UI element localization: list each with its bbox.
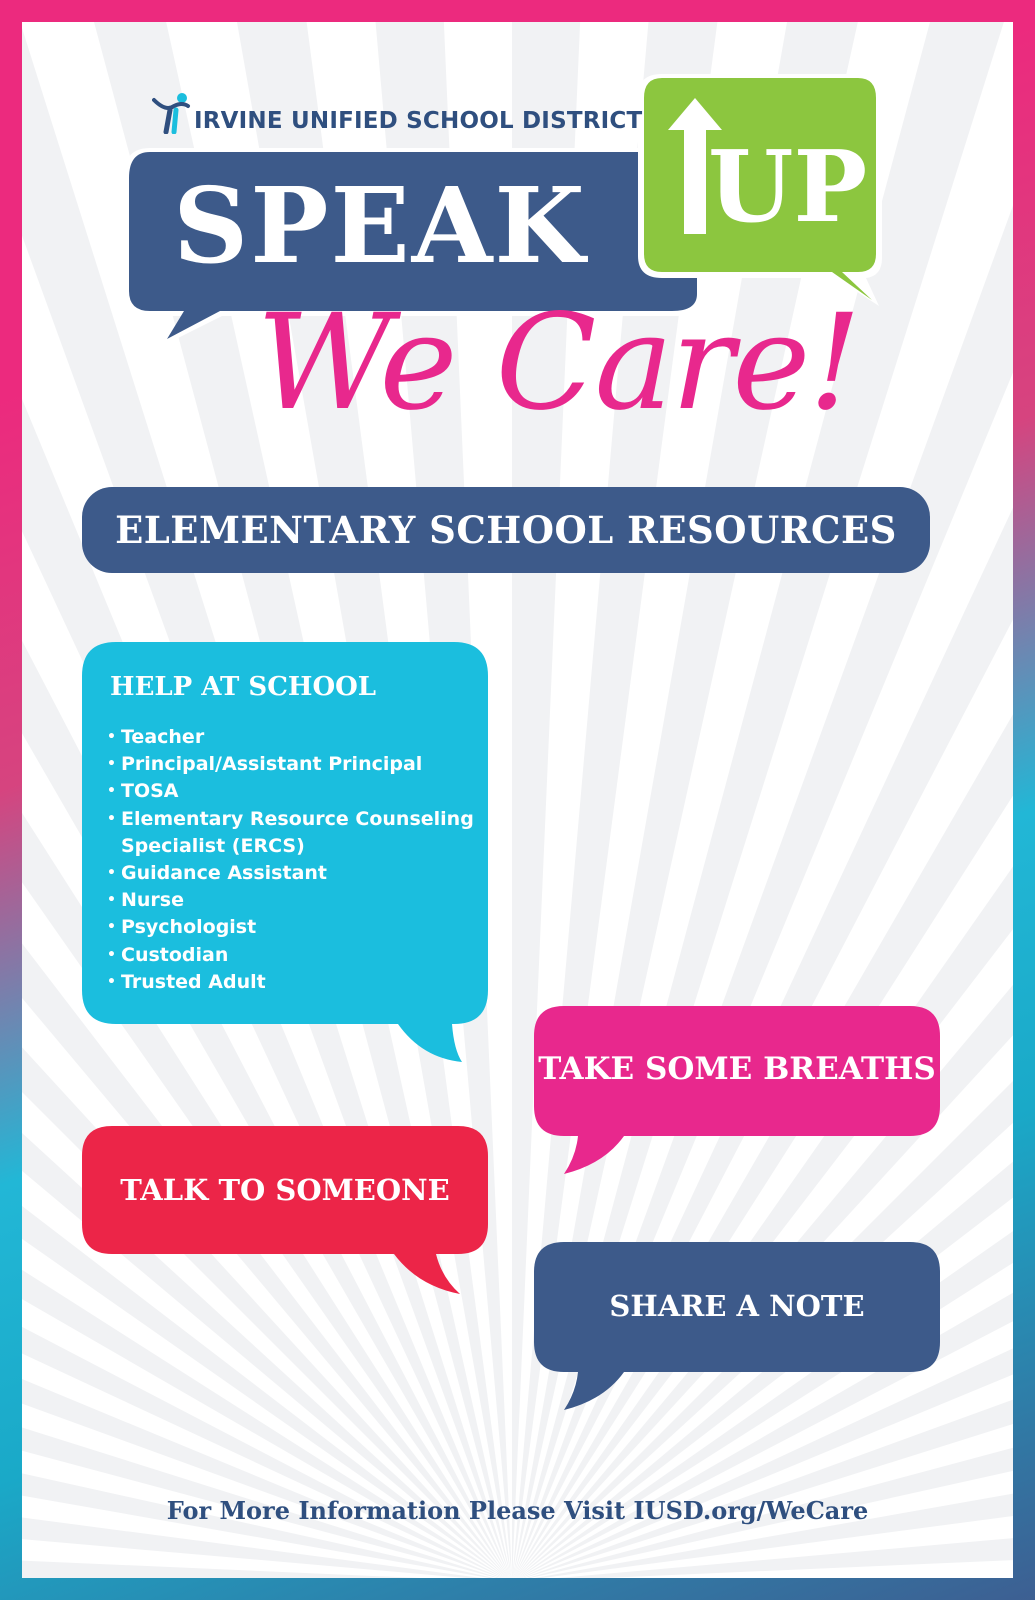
footer-info: For More Information Please Visit IUSD.org/WeCare xyxy=(166,1496,869,1525)
list-item: • Custodian xyxy=(106,942,474,969)
speak-word: SPEAK xyxy=(173,164,587,287)
list-item: • Guidance Assistant xyxy=(106,860,474,887)
list-item-continuation: Specialist (ERCS) xyxy=(121,834,305,857)
section-banner-label: ELEMENTARY SCHOOL RESOURCES xyxy=(115,508,897,552)
take-some-breaths-bubble xyxy=(534,1006,944,1178)
list-item: • Nurse xyxy=(106,887,474,914)
list-item: • Trusted Adult xyxy=(106,969,474,996)
talk-to-someone-label: TALK TO SOMEONE xyxy=(120,1173,450,1207)
list-item: • TOSA xyxy=(106,778,474,805)
list-item: • Elementary Resource Counseling xyxy=(106,806,474,833)
share-a-note-label: SHARE A NOTE xyxy=(609,1289,865,1323)
take-some-breaths-label: TAKE SOME BREATHS xyxy=(538,1051,936,1087)
tagline: We Care! xyxy=(256,286,860,440)
list-item: • Psychologist xyxy=(106,914,474,941)
help-at-school-title: HELP AT SCHOOL xyxy=(110,672,377,702)
district-name: IRVINE UNIFIED SCHOOL DISTRICT xyxy=(194,108,643,134)
person-figure-icon xyxy=(152,92,192,134)
list-item: • Principal/Assistant Principal xyxy=(106,751,474,778)
up-word: UP xyxy=(708,130,868,245)
list-item: • Teacher xyxy=(106,724,474,751)
help-at-school-list xyxy=(106,724,474,996)
